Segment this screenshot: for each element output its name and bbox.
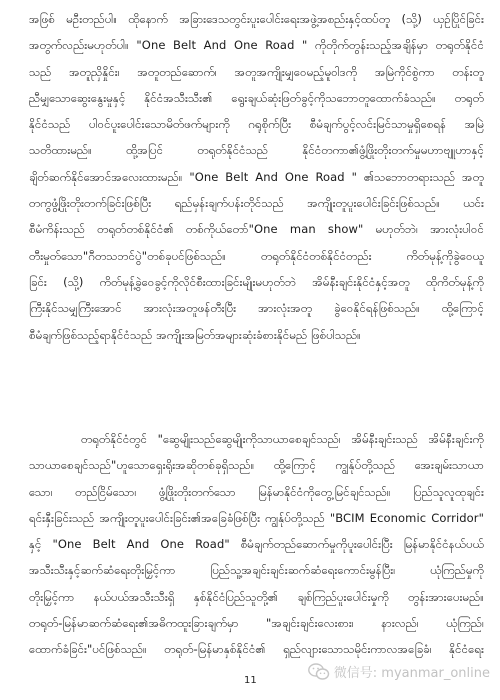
- paragraph-1: [29, 6, 484, 348]
- text-line: ရင်းနှီးခြင်းသည် အကျိုးတူပူးပေါင်းခြင်း၏အခြေခံဖြစ်ပြီး ကျွန်ုပ်တို့သည် "BCIM Economic Corridor": [29, 510, 484, 525]
- watermark-text: 微信号: myanmar_online: [333, 666, 490, 681]
- text-line: သာယာစေချင်သည်"ဟူသောရှေးရိုးအဆိုတစ်ခုရှိသည်။ ထို့ကြောင့် ကျွန်ုပ်တို့သည် အေးချမ်းသာယာ: [29, 458, 484, 473]
- text-line: ခြင်း (သို့) ကိတ်မုန့်ခွဲဝေခွင့်ကိုလိုင်စီးထားခြင်းမျိုးမဟုတ်ဘဲ အိမ်နီးချင်းနိုင်ငံနှင့်အတူ ထိုကိတ်မုန့်ကို: [29, 274, 484, 289]
- text-line: တကွဖွံ့ဖြိုးတိုးတက်ခြင်းဖြစ်ပြီး ရည်မှန်းချက်ပန်းတိုင်သည် အကျိုးတူပူးပေါင်းခြင်းဖြစ်သည်။ ယင်း: [29, 196, 484, 211]
- text-line: ချိတ်ဆက်နိုင်အောင်အလေးထားမည်။ "One Belt And One Road " ၏သဘောတရားသည် အတူ: [29, 169, 484, 184]
- text-line: သတိထားမည်။ ထို့အပြင် တရုတ်နိုင်ငံသည် နိုင်ငံတကာ၏ဖွံ့ဖြိုးတိုးတက်မှုမဟာဗျူဟာနှင့်: [29, 143, 484, 158]
- text-line: ကြီးနိုင်သမျှကြီးအောင် အားလုံးအတူဖန်တီးပြီး အားလုံးအတူ ခွဲဝေနိုင်ရန်ဖြစ်သည်။ ထို့ကြောင့်: [29, 301, 484, 316]
- text-line: အသီးသီးနှင့်ဆက်ဆံရေးတိုးမြှင့်ကာ ပြည်သူ့အချင်းချင်းဆက်ဆံရေးကောင်းမွန်ပြီး၊ ယုံကြည်မှုကို: [29, 563, 484, 578]
- wechat-icon: [308, 663, 330, 681]
- text-line: ထောက်ခံခြင်း"ပင်ဖြစ်သည်။ တရုတ်-မြန်မာနှစ်နိုင်ငံ၏ ရှည်လျားသောသမိုင်းကာလအခြေခံ၊ နိုင်ငံရေး: [29, 642, 484, 657]
- page-number: 11: [244, 675, 257, 686]
- text-line: သည် အတူညှိနှိုင်း၊ အတူတည်ဆောက်၊ အတူအကျိုးမျှဝေမည့်မူဝါဒကို အမြဲကိုင်စွဲကာ တန်းတူ: [29, 64, 484, 79]
- text-line: နိုင်ငံသည် ပါဝင်ပူးပေါင်းသောမိတ်ဖက်များကို ဂရုစိုက်ပြီး စီမံချက်ပွင့်လင်းမြင်သာမှုရှိစေရန် အမြဲ: [29, 117, 484, 132]
- text-line: တိုးမြှင့်ကာ နယ်ပယ်အသီးသီးရှိ နှစ်နိုင်ငံပြည်သူတို့၏ ချစ်ကြည်ပူးပေါင်းမှုကို တွန်းအားပေးမည်။: [29, 589, 484, 604]
- text-line: တရုတ်-မြန်မာဆက်ဆံရေး၏အဓိကထူးခြားချက်မှာ "အချင်းချင်းလေးစား၊ နားလည်၊ ယုံကြည်၊: [29, 616, 484, 631]
- text-line: တရုတ်နိုင်ငံတွင် "ဆွေမျိုးသည်ဆွေမျိုးကိုသာယာစေချင်သည်၊ အိမ်နီးချင်းသည် အိမ်နီးချင်းကို: [81, 432, 484, 446]
- text-line: ညီမျှသောဆွေးနွေးမှုနှင့် နိုင်ငံအသီးသီး၏ ရွေးချယ်ဆုံးဖြတ်ခွင့်ကိုသဘောတူထောက်ခံသည်။ တရုတ်: [29, 90, 484, 105]
- text-line: သော၊ တည်ငြိမ်သော၊ ဖွံ့ဖြိုးတိုးတက်သော မြန်မာနိုင်ငံကိုတွေ့မြင်ချင်သည်။ ပြည်သူလူထုချင်း: [29, 484, 484, 499]
- text-line: တီးမှုတ်သော"ဂီတသဘင်ပွဲ"တစ်ခုပင်ဖြစ်သည်။ တရုတ်နိုင်ငံတစ်နိုင်ငံတည်း ကိတ်မုန့်ကိုခွဲဝေယူ: [29, 248, 484, 263]
- paragraph-2: [29, 426, 484, 663]
- watermark: [308, 662, 490, 681]
- text-line: အဖြစ် မဦးတည်ပါ။ ထိုနောက် အခြားဒေသတွင်းပူးပေါင်းရေးအဖွဲ့အစည်းနှင့်ထပ်တူ (သို့) ယှဉ်ပြိုင်ခြင်း: [29, 12, 484, 26]
- text-line: စီမံချက်ဖြစ်သည့်ရာနိုင်ငံသည် အကျိုးအမြတ်အများဆုံးခံစားနိုင်မည် ဖြစ်ပါသည်။: [29, 327, 361, 342]
- text-line: အတွက်လည်းမဟုတ်ပါ။ "One Belt And One Road " ကိုတိုက်တွန်းသည့်အချိန်မှာ တရုတ်နိုင်ငံ: [29, 38, 484, 53]
- text-line: စီမံကိန်းသည် တရုတ်တစ်နိုင်ငံ၏ တစ်ကိုယ်တော်"One man show" မဟုတ်ဘဲ၊ အားလုံးပါဝင်: [29, 222, 484, 237]
- text-line: နှင့် "One Belt And One Road" စီမံချက်တည်ဆောက်မှုကိုပူးပေါင်းပြီး မြန်မာနိုင်ငံနယ်ပယ်: [29, 537, 484, 552]
